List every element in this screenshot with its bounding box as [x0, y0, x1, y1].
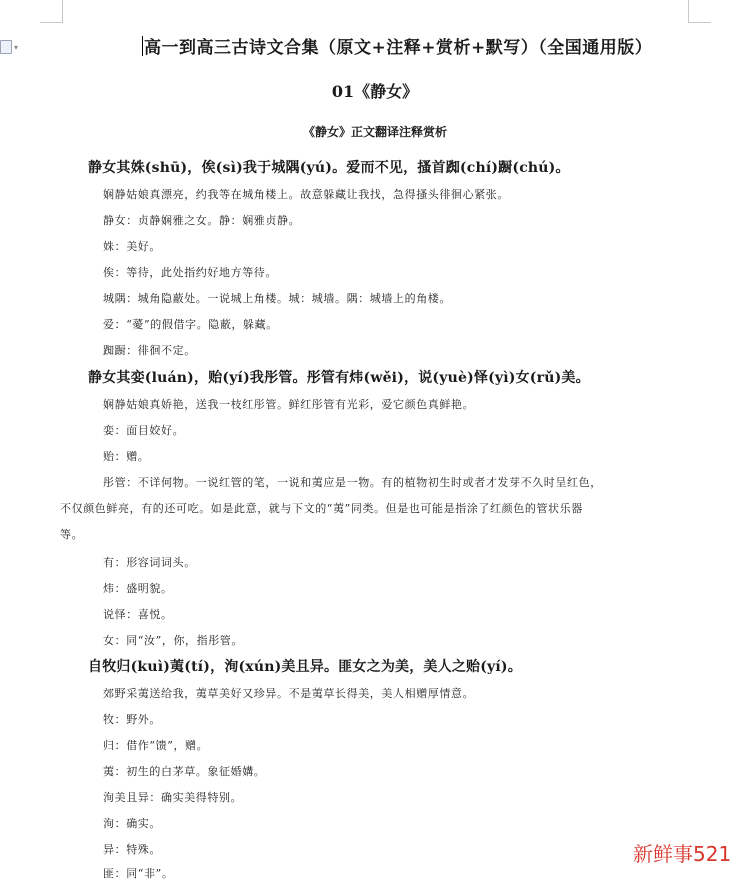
note-line: 女：同“汝”，你，指彤管。 [103, 634, 244, 647]
note-line: 洵：确实。 [103, 817, 161, 830]
page-corner-mark-left [40, 0, 63, 23]
verse-line: 静女其姝(shū)，俟(sì)我于城隅(yú)。爱而不见，搔首踟(chí)蹰(chú)。 [88, 160, 570, 176]
document-title-text: 高一到高三古诗文合集（原文+注释+赏析+默写）（全国通用版） [144, 38, 653, 58]
paragraph-line: 等。 [60, 528, 84, 541]
note-line: 牧：野外。 [103, 713, 161, 726]
note-line: 异：特殊。 [103, 843, 161, 856]
text-cursor [142, 36, 143, 56]
note-line: 城隅：城角隐蔽处。一说城上角楼。城：城墙。隅：城墙上的角楼。 [103, 292, 451, 305]
note-line: 匪：同“非”。 [103, 867, 174, 880]
verse-line: 静女其娈(luán)，贻(yí)我彤管。彤管有炜(wěi)，说(yuè)怿(yì)女(rǔ)美。 [88, 370, 590, 386]
note-line: 归：借作“馈”，赠。 [103, 739, 209, 752]
note-line: 姝：美好。 [103, 240, 161, 253]
note-line: 有：形容词词头。 [103, 556, 196, 569]
note-line: 贻：赠。 [103, 450, 150, 463]
section-subtitle: 《静女》正文翻译注释赏析 [302, 125, 447, 139]
note-line: 炜：盛明貌。 [103, 582, 173, 595]
note-line: 娴静姑娘真漂亮，约我等在城角楼上。故意躲藏让我找，急得搔头徘徊心紧张。 [103, 188, 509, 201]
paste-options-icon[interactable]: ▾ [0, 40, 24, 54]
note-line: 彤管：不详何物。一说红管的笔，一说和荑应是一物。有的植物初生时或者才发芽不久时呈红色， [103, 476, 602, 489]
document-title [142, 33, 742, 58]
note-line: 说怿：喜悦。 [103, 608, 173, 621]
note-line: 俟：等待，此处指约好地方等待。 [103, 266, 277, 279]
section-title: 01《静女》 [331, 82, 419, 101]
note-line: 静女：贞静娴雅之女。静：娴雅贞静。 [103, 214, 301, 227]
page-corner-mark-right [688, 0, 711, 23]
note-line: 荑：初生的白茅草。象征婚媾。 [103, 765, 266, 778]
watermark: 新鲜事521 [633, 842, 732, 866]
verse-line: 自牧归(kuì)荑(tí)，洵(xún)美且异。匪女之为美，美人之贻(yí)。 [88, 659, 522, 675]
note-line: 郊野采荑送给我，荑草美好又珍异。不是荑草长得美，美人相赠厚情意。 [103, 687, 475, 700]
note-line: 洵美且异：确实美得特别。 [103, 791, 243, 804]
note-line: 娈：面目姣好。 [103, 424, 185, 437]
paragraph-line: 不仅颜色鲜亮，有的还可吃。如是此意，就与下文的“荑”同类。但是也可能是指涂了红颜色的管状乐器 [60, 502, 583, 515]
note-line: 娴静姑娘真娇艳，送我一枝红彤管。鲜红彤管有光彩，爱它颜色真鲜艳。 [103, 398, 475, 411]
note-line: 爱：“薆”的假借字。隐蔽，躲藏。 [103, 318, 278, 331]
note-line: 踟蹰：徘徊不定。 [103, 344, 196, 357]
